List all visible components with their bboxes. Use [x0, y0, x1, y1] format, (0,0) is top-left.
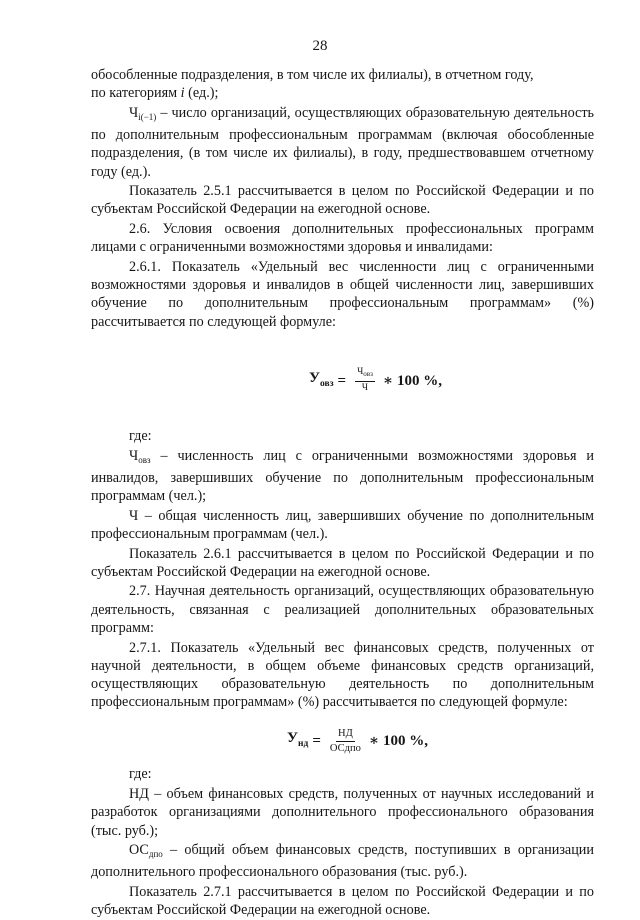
document-body [91, 66, 594, 920]
where-2: где: [129, 766, 152, 783]
para-2-6-1: 2.6.1. Показатель «Удельный вес численности лиц с ограниченными возможностями здоровья и инвалидов в общей численности лиц, завершивших обучение по дополнительным профессиональным программам» (%) рассчитывается по следующей формуле: [91, 259, 594, 330]
def-os: $ОС_{дпо}$ – общий объем финансовых средств, поступивших в организации дополнительного профессионального образования (тыс. руб.). [91, 842, 594, 881]
intro-line-2: по категориям i (ед.); [91, 85, 219, 102]
formula-fraction [330, 728, 361, 755]
heading-2-6: 2.6. Условия освоения дополнительных профессиональных программ лицами с ограниченными возможностями здоровья и инвалидами: [91, 221, 594, 256]
formula-numerator: $Ч_{овз}$ [355, 367, 375, 382]
para-2-7-1: 2.7.1. Показатель «Удельный вес финансовых средств, полученных от научной деятельности, в общем объеме финансовых средств организаций, осуществляющих образовательную деятельность по дополнительным профессиональным программам» (%) рассчитывается по следующей формуле: [91, 639, 594, 711]
formula-denominator: ОСдпо [329, 742, 361, 754]
formula-equals: = [337, 372, 347, 389]
formula-denominator: Ч [361, 383, 369, 394]
where-1: где: [129, 427, 152, 444]
def-ch: Ч – общая численность лиц, завершивших обучение по дополнительным профессиональным программам (чел.). [91, 507, 594, 542]
formula-multiplier: ∗ 100 %, [382, 372, 442, 389]
para-2-6-1-calc: Показатель 2.6.1 рассчитывается в целом по Российской Федерации и по субъектам Российской Федерации на ежегодной основе. [91, 545, 594, 580]
def-ch-prev: $Ч_{i(-1)}$ – число организаций, осуществляющих образовательную деятельность по дополнительным профессиональным программам (включая обособленные подразделения, (в том числе их филиалы), в году, предшествовавшем отчетному году (ед.). [91, 104, 594, 180]
intro-line-1: обособленные подразделения, в том числе их филиалы), в отчетном году, [91, 67, 534, 83]
formula-multiplier: ∗ 100 %, [368, 733, 428, 750]
formula-lhs: $У_{овз}$ [309, 369, 334, 389]
formula-numerator: НД [336, 728, 355, 742]
formula-u-nd [91, 719, 594, 763]
page-number: 28 [312, 38, 328, 54]
para-2-5-1: Показатель 2.5.1 рассчитывается в целом по Российской Федерации и по субъектам Российской Федерации на ежегодной основе. [91, 183, 594, 218]
para-2-7-1-calc: Показатель 2.7.1 рассчитывается в целом по Российской Федерации и по субъектам Российской Федерации на ежегодной основе. [91, 884, 594, 919]
def-nd: НД – объем финансовых средств, полученных от научных исследований и разработок организациями дополнительного профессионального образования (тыс. руб.); [91, 786, 594, 839]
heading-2-7: 2.7. Научная деятельность организаций, осуществляющих образовательную деятельность, связанная с реализацией дополнительных образовательных программ: [91, 583, 594, 636]
def-ch-ovz: $Ч_{овз}$ – численность лиц с ограниченными возможностями здоровья и инвалидов, завершивших обучение по дополнительным профессиональным программам (чел.); [91, 447, 594, 504]
formula-equals: = [312, 733, 321, 750]
formula-u-ovz [91, 353, 594, 409]
formula-lhs: $У_{нд}$ [287, 730, 309, 750]
formula-fraction [355, 367, 375, 394]
